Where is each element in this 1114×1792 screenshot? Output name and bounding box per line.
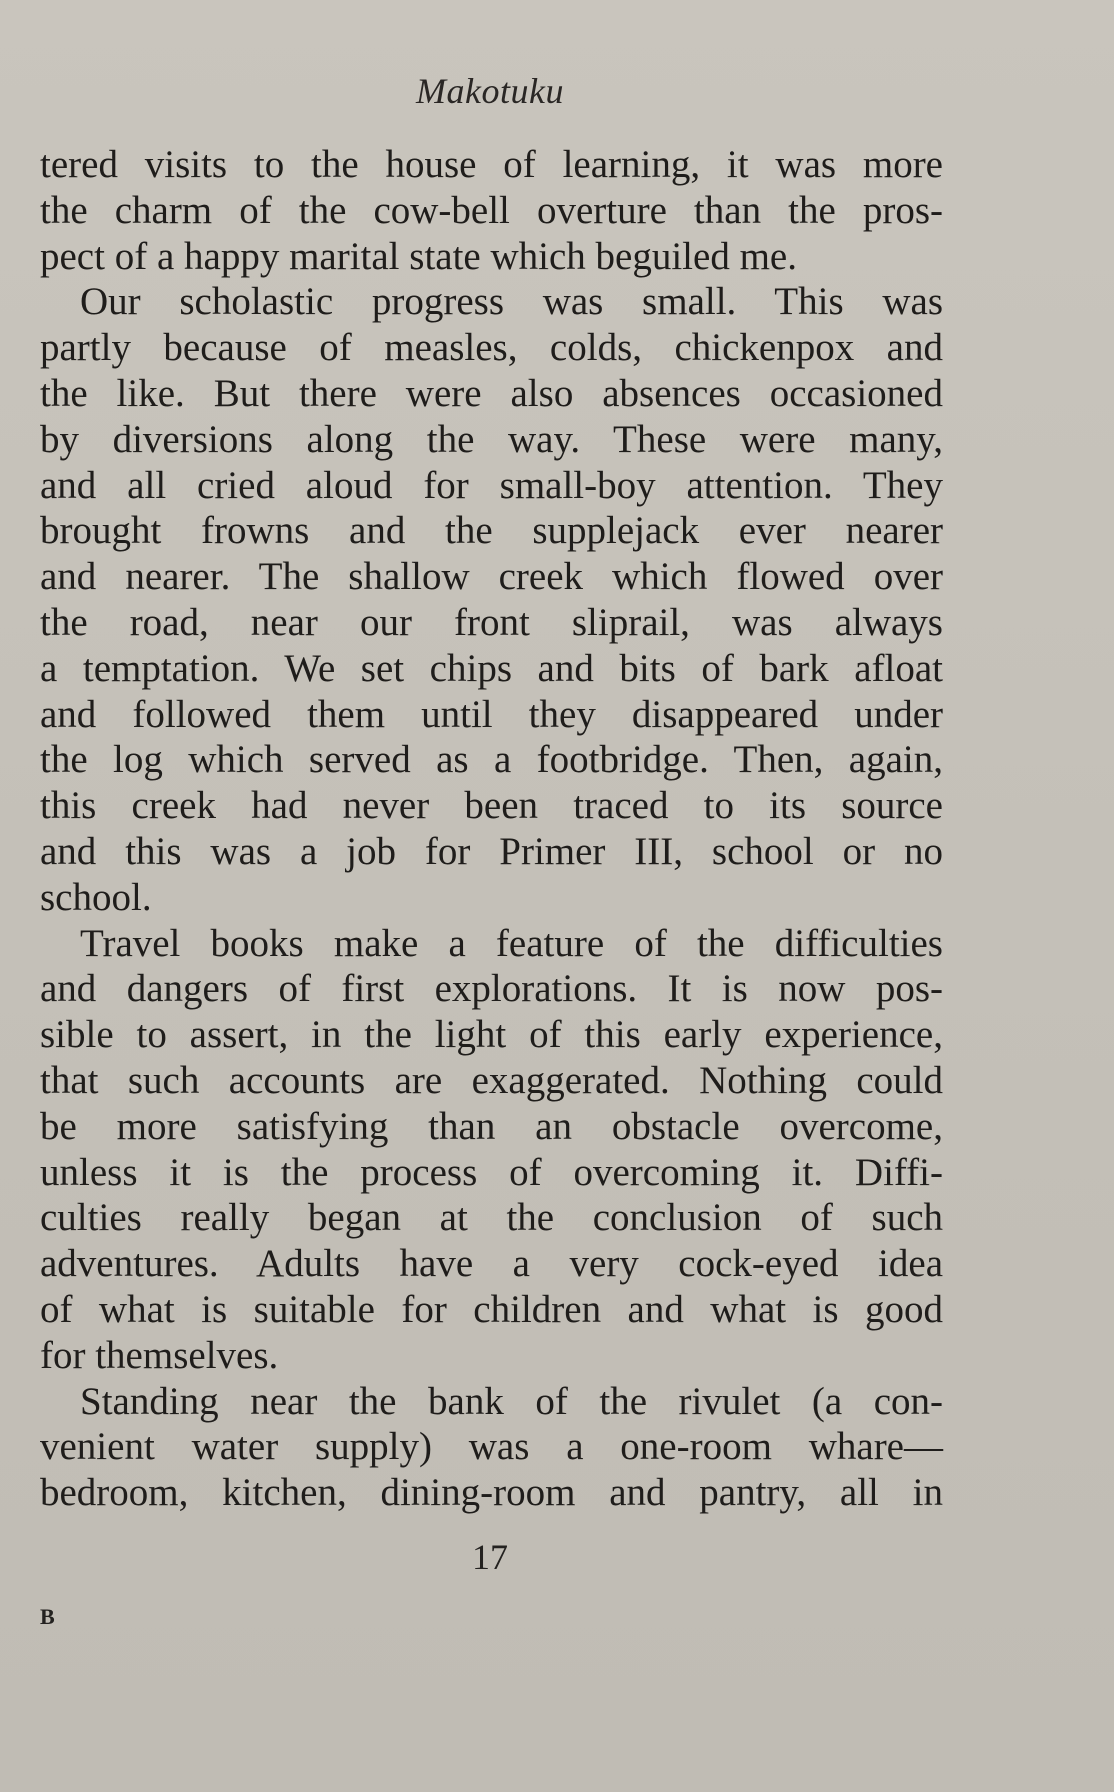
text-line: and nearer. The shallow creek which flowed over: [40, 555, 943, 599]
text-line: this creek had never been traced to its source: [40, 784, 943, 828]
text-line: bedroom, kitchen, dining-room and pantry, all in: [40, 1471, 943, 1515]
text-line: adventures. Adults have a very cock-eyed idea: [40, 1242, 943, 1286]
text-line: Travel books make a feature of the difficulties: [80, 921, 943, 965]
text-line: venient water supply) was a one-room whare—: [40, 1425, 943, 1469]
text-line: brought frowns and the supplejack ever nearer: [40, 509, 943, 553]
text-line: a temptation. We set chips and bits of bark afloat: [40, 646, 943, 690]
signature-mark: B: [40, 1604, 55, 1629]
text-line: and all cried aloud for small-boy attention. They: [40, 463, 943, 507]
text-line: school.: [40, 875, 152, 919]
text-line: of what is suitable for children and what is good: [40, 1287, 943, 1331]
text-line: be more satisfying than an obstacle overcome,: [40, 1104, 943, 1148]
text-line: culties really began at the conclusion of such: [40, 1196, 943, 1240]
text-line: Standing near the bank of the rivulet (a con-: [80, 1379, 943, 1423]
text-line: the like. But there were also absences occasioned: [40, 371, 943, 415]
page-number: 17: [472, 1537, 508, 1577]
text-line: and followed them until they disappeared under: [40, 692, 943, 736]
body-text: [40, 142, 943, 1516]
running-head: Makotuku: [416, 71, 564, 111]
text-line: for themselves.: [40, 1333, 279, 1377]
text-line: sible to assert, in the light of this early experience,: [40, 1013, 943, 1057]
text-line: the charm of the cow-bell overture than the pros-: [40, 188, 943, 232]
text-line: by diversions along the way. These were many,: [40, 417, 943, 461]
text-line: and dangers of first explorations. It is now pos-: [40, 967, 943, 1011]
text-line: the road, near our front sliprail, was always: [40, 600, 943, 644]
text-line: that such accounts are exaggerated. Nothing could: [40, 1058, 943, 1102]
text-line: tered visits to the house of learning, it was more: [40, 143, 943, 186]
text-line: partly because of measles, colds, chickenpox and: [40, 326, 943, 370]
text-line: unless it is the process of overcoming it. Diffi-: [40, 1150, 943, 1194]
text-line: and this was a job for Primer III, school or no: [40, 829, 943, 873]
text-line: the log which served as a footbridge. Then, again,: [40, 738, 943, 782]
text-line: Our scholastic progress was small. This was: [80, 280, 943, 324]
text-line: pect of a happy marital state which beguiled me.: [40, 234, 797, 278]
